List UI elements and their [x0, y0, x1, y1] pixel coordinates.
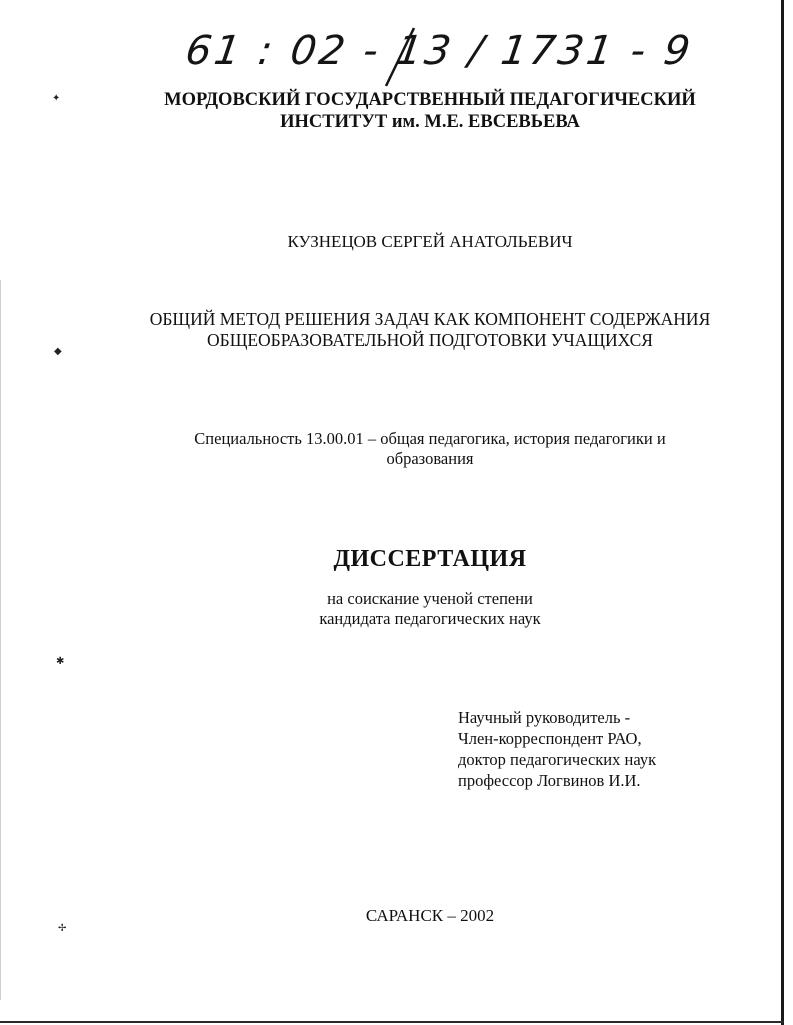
degree-statement	[40, 589, 793, 629]
institution-line-2: ИНСТИТУТ им. М.Е. ЕВСЕВЬЕВА	[280, 112, 580, 132]
supervisor-line-4: профессор Логвинов И.И.	[458, 771, 641, 790]
specialty-line-1: Специальность 13.00.01 – общая педагогика, история педагогики и	[194, 429, 666, 448]
supervisor-line-1: Научный руководитель -	[458, 708, 631, 727]
dissertation-title	[40, 309, 793, 351]
title-line-1: ОБЩИЙ МЕТОД РЕШЕНИЯ ЗАДАЧ КАК КОМПОНЕНТ СОДЕРЖАНИЯ	[149, 309, 711, 329]
author-name: КУЗНЕЦОВ СЕРГЕЙ АНАТОЛЬЕВИЧ	[287, 232, 573, 251]
scan-speck: ✢	[58, 923, 67, 934]
place-and-year: САРАНСК – 2002	[365, 906, 495, 925]
title-line-2: ОБЩЕОБРАЗОВАТЕЛЬНОЙ ПОДГОТОВКИ УЧАЩИХСЯ	[207, 330, 653, 350]
scan-border-right	[781, 0, 784, 1025]
institution-name	[40, 89, 793, 133]
specialty	[40, 429, 793, 469]
degree-line-1: на соискание ученой степени	[327, 589, 533, 608]
handwritten-archive-number: 61 : 02 - 13 / 1731 - 9	[182, 28, 696, 74]
scan-speck: ✦	[52, 93, 61, 104]
document-type: ДИССЕРТАЦИЯ	[333, 546, 527, 572]
institution-line-1: МОРДОВСКИЙ ГОСУДАРСТВЕННЫЙ ПЕДАГОГИЧЕСКИЙ	[164, 90, 696, 110]
handwritten-slash	[380, 26, 420, 88]
scan-speck: ✱	[56, 656, 65, 667]
supervisor-line-2: Член-корреспондент РАО,	[458, 729, 642, 748]
specialty-line-2: образования	[386, 449, 474, 468]
supervisor-line-3: доктор педагогических наук	[458, 750, 657, 769]
scan-border-bottom	[0, 1021, 784, 1023]
degree-line-2: кандидата педагогических наук	[319, 609, 541, 628]
scan-speck: ◆	[54, 346, 62, 357]
scan-border-left	[0, 280, 1, 1000]
supervisor-block	[458, 707, 758, 791]
